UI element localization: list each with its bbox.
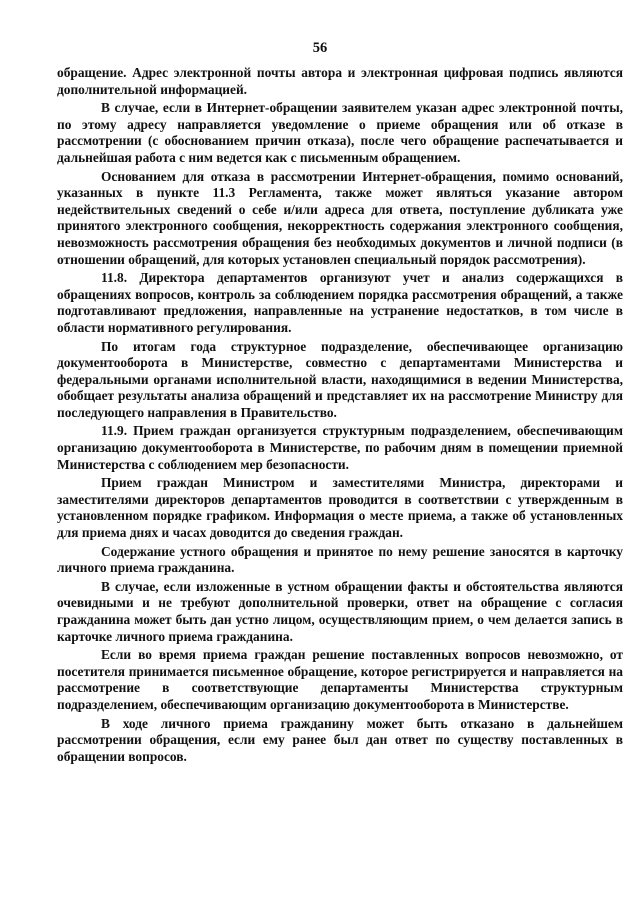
paragraph: Если во время приема граждан решение поставленных вопросов невозможно, от посетителя принимается письменное обращение, которое регистрируется и направляется на рассмотрение в соответствующие департаменты Министерства структурным подразделением, обеспечивающим организацию документооборота в Министерстве.: [57, 647, 623, 712]
paragraph: 11.8. Директора департаментов организуют учет и анализ содержащихся в обращениях вопросов, контроль за соблюдением порядка рассмотрения обращений, а также подготавливают предложения, направленные на устранение недостатков, в том числе в области нормативного регулирования.: [57, 270, 623, 335]
paragraph: Содержание устного обращения и принятое по нему решение заносятся в карточку личного приема гражданина.: [57, 543, 623, 576]
paragraph: В ходе личного приема гражданину может быть отказано в дальнейшем рассмотрении обращения, если ему ранее был дан ответ по существу поставленных в обращении вопросов.: [57, 715, 623, 764]
paragraph: По итогам года структурное подразделение, обеспечивающее организацию документооборота в Министерстве, совместно с департаментами Министерства и федеральными органами исполнительной власти, находящимися в ведении Министерства, обобщает результаты анализа обращений и представляет их на рассмотрение Министру для последующего направления в Правительство.: [57, 338, 623, 420]
paragraph: Прием граждан Министром и заместителями Министра, директорами и заместителями директоров департаментов проводится в соответствии с утвержденным в установленном порядке графиком. Информация о месте приема, а также об установленных для приема днях и часах доводится до сведения граждан.: [57, 475, 623, 541]
document-body: [57, 65, 623, 767]
paragraph: В случае, если в Интернет-обращении заявителем указан адрес электронной почты, по этому адресу направляется уведомление о приеме обращения или об отказе в рассмотрении (с обоснованием причин отказа), после чего обращение распечатывается и дальнейшая работа с ним ведется как с письменным обращением.: [57, 100, 623, 165]
page-number: 56: [312, 40, 328, 56]
paragraph: Основанием для отказа в рассмотрении Интернет-обращения, помимо оснований, указанных в пункте 11.3 Регламента, также может являться указание автором недействительных сведений о себе и/или адреса для ответа, поступление дубликата уже принятого электронного сообщения, некорректность содержания электронного сообщения, невозможность рассмотрения обращения без необходимых документов и личной подписи (в отношении обращений, для которых установлен специальный порядок рассмотрения).: [57, 168, 623, 267]
paragraph: В случае, если изложенные в устном обращении факты и обстоятельства являются очевидными и не требуют дополнительной проверки, ответ на обращение с согласия гражданина может быть дан устно лицом, осуществляющим прием, о чем делается запись в карточке личного приема гражданина.: [57, 578, 623, 644]
paragraph: 11.9. Прием граждан организуется структурным подразделением, обеспечивающим организацию документооборота в Министерстве, по рабочим дням в помещении приемной Министерства с соблюдением мер безопасности.: [57, 423, 623, 472]
paragraph: обращение. Адрес электронной почты автора и электронная цифровая подпись являются дополнительной информацией.: [57, 65, 623, 97]
